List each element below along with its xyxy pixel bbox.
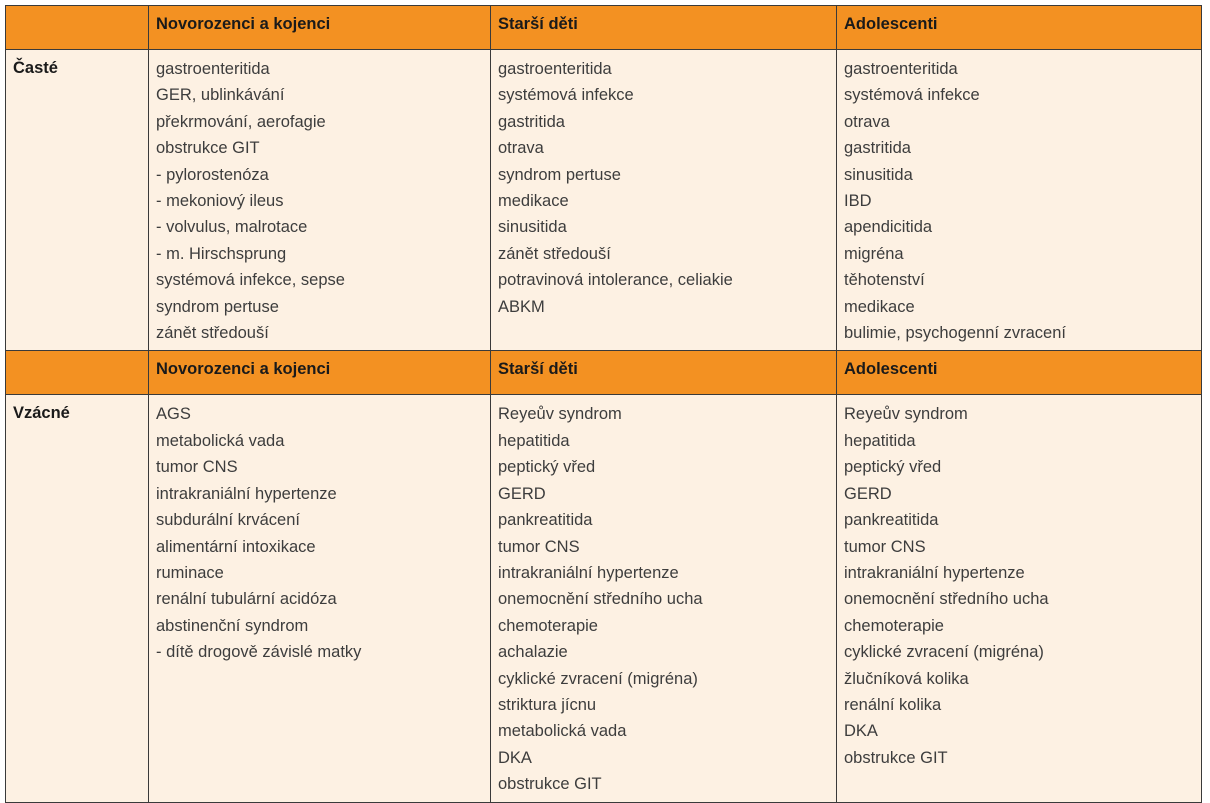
diagnosis-item: chemoterapie: [844, 616, 944, 635]
diagnosis-item: cyklické zvracení (migréna): [844, 643, 1044, 662]
diagnosis-item: sinusitida: [498, 218, 567, 237]
diagnosis-item: onemocnění středního ucha: [844, 590, 1049, 609]
diagnosis-item: GER, ublinkávání: [156, 86, 285, 105]
diagnosis-item: tumor CNS: [156, 458, 238, 477]
diagnosis-item: subdurální krvácení: [156, 511, 300, 530]
cell-caste-newborns: [149, 50, 491, 351]
cell-caste-older-children: [491, 50, 837, 351]
diagnosis-item: intrakraniální hypertenze: [498, 563, 679, 582]
diagnosis-item: syndrom pertuse: [498, 165, 621, 184]
diagnosis-item: systémová infekce: [498, 86, 634, 105]
diagnosis-item: achalazie: [498, 643, 568, 662]
diagnosis-list: [844, 401, 1194, 771]
diagnosis-item: gastritida: [498, 112, 565, 131]
diagnosis-item: striktura jícnu: [498, 695, 597, 714]
cell-vzacne-adolescents: [837, 395, 1202, 802]
diagnosis-item: zánět středouší: [498, 244, 611, 263]
diagnosis-item: gastroenteritida: [498, 60, 612, 78]
diagnosis-list: [498, 401, 829, 797]
diagnosis-list: [156, 56, 483, 346]
diagnosis-item: - dítě drogově závislé matky: [156, 643, 362, 662]
diagnosis-item: medikace: [844, 297, 915, 316]
differential-diagnosis-table: [5, 5, 1202, 803]
header-adolescents: Adolescenti: [837, 6, 1202, 50]
diagnosis-item: gastritida: [844, 139, 911, 158]
diagnosis-item: otrava: [498, 139, 544, 158]
header-newborns: Novorozenci a kojenci: [149, 351, 491, 395]
diagnosis-item: otrava: [844, 112, 890, 131]
diagnosis-item: Reyeův syndrom: [498, 405, 622, 424]
header-row-vzacne: [6, 351, 1202, 395]
diagnosis-item: renální kolika: [844, 695, 942, 714]
diagnosis-item: bulimie, psychogenní zvracení: [844, 324, 1066, 343]
diagnosis-item: obstrukce GIT: [156, 139, 260, 158]
diagnosis-item: apendicitida: [844, 218, 933, 237]
diagnosis-item: syndrom pertuse: [156, 297, 279, 316]
diagnosis-item: - m. Hirschsprung: [156, 244, 287, 263]
diagnosis-item: - mekoniový ileus: [156, 192, 284, 211]
header-older-children: Starší děti: [491, 351, 837, 395]
diagnosis-item: medikace: [498, 192, 569, 211]
header-corner-cell: [6, 351, 149, 395]
section-vzacne: [6, 395, 1202, 802]
diagnosis-item: intrakraniální hypertenze: [156, 484, 337, 503]
diagnosis-item: obstrukce GIT: [498, 775, 602, 794]
header-newborns: Novorozenci a kojenci: [149, 6, 491, 50]
cell-vzacne-newborns: [149, 395, 491, 802]
cell-caste-adolescents: [837, 50, 1202, 351]
diagnosis-item: potravinová intolerance, celiakie: [498, 271, 733, 290]
diagnosis-item: zánět středouší: [156, 324, 269, 343]
header-row-caste: [6, 6, 1202, 50]
diagnosis-item: abstinenční syndrom: [156, 616, 309, 635]
diagnosis-item: tumor CNS: [498, 537, 580, 556]
diagnosis-item: obstrukce GIT: [844, 748, 948, 767]
diagnosis-item: pankreatitida: [844, 511, 939, 530]
diagnosis-item: ruminace: [156, 563, 224, 582]
diagnosis-item: ABKM: [498, 297, 545, 316]
header-corner-cell: [6, 6, 149, 50]
diagnosis-item: hepatitida: [498, 431, 570, 450]
section-caste: [6, 50, 1202, 351]
diagnosis-item: intrakraniální hypertenze: [844, 563, 1025, 582]
diagnosis-item: migréna: [844, 244, 904, 263]
header-older-children: Starší děti: [491, 6, 837, 50]
cell-vzacne-older-children: [491, 395, 837, 802]
diagnosis-item: - pylorostenóza: [156, 165, 269, 184]
diagnosis-item: sinusitida: [844, 165, 913, 184]
diagnosis-item: tumor CNS: [844, 537, 926, 556]
diagnosis-item: žlučníková kolika: [844, 669, 969, 688]
diagnosis-item: hepatitida: [844, 431, 916, 450]
diagnosis-item: peptický vřed: [844, 458, 942, 477]
diagnosis-item: Reyeův syndrom: [844, 405, 968, 424]
header-adolescents: Adolescenti: [837, 351, 1202, 395]
diagnosis-item: IBD: [844, 192, 872, 211]
diagnosis-item: metabolická vada: [498, 722, 627, 741]
diagnosis-item: GERD: [498, 484, 546, 503]
diagnosis-item: onemocnění středního ucha: [498, 590, 703, 609]
diagnosis-item: chemoterapie: [498, 616, 598, 635]
diagnosis-item: systémová infekce, sepse: [156, 271, 345, 290]
diagnosis-item: GERD: [844, 484, 892, 503]
row-label-vzacne: Vzácné: [6, 395, 149, 802]
diagnosis-list: [498, 56, 829, 320]
diagnosis-item: gastroenteritida: [156, 60, 270, 78]
diagnosis-list: [844, 56, 1194, 346]
diagnosis-item: těhotenství: [844, 271, 925, 290]
diagnosis-item: cyklické zvracení (migréna): [498, 669, 698, 688]
diagnosis-item: gastroenteritida: [844, 60, 958, 78]
diagnosis-item: alimentární intoxikace: [156, 537, 316, 556]
diagnosis-item: DKA: [498, 748, 532, 767]
diagnosis-item: AGS: [156, 405, 191, 424]
diagnosis-item: renální tubulární acidóza: [156, 590, 337, 609]
diagnosis-item: peptický vřed: [498, 458, 596, 477]
row-label-caste: Časté: [6, 50, 149, 351]
diagnosis-item: překrmování, aerofagie: [156, 112, 326, 131]
diagnosis-item: metabolická vada: [156, 431, 285, 450]
diagnosis-item: pankreatitida: [498, 511, 593, 530]
diagnosis-item: - volvulus, malrotace: [156, 218, 308, 237]
diagnosis-item: systémová infekce: [844, 86, 980, 105]
diagnosis-item: DKA: [844, 722, 878, 741]
diagnosis-list: [156, 401, 483, 665]
